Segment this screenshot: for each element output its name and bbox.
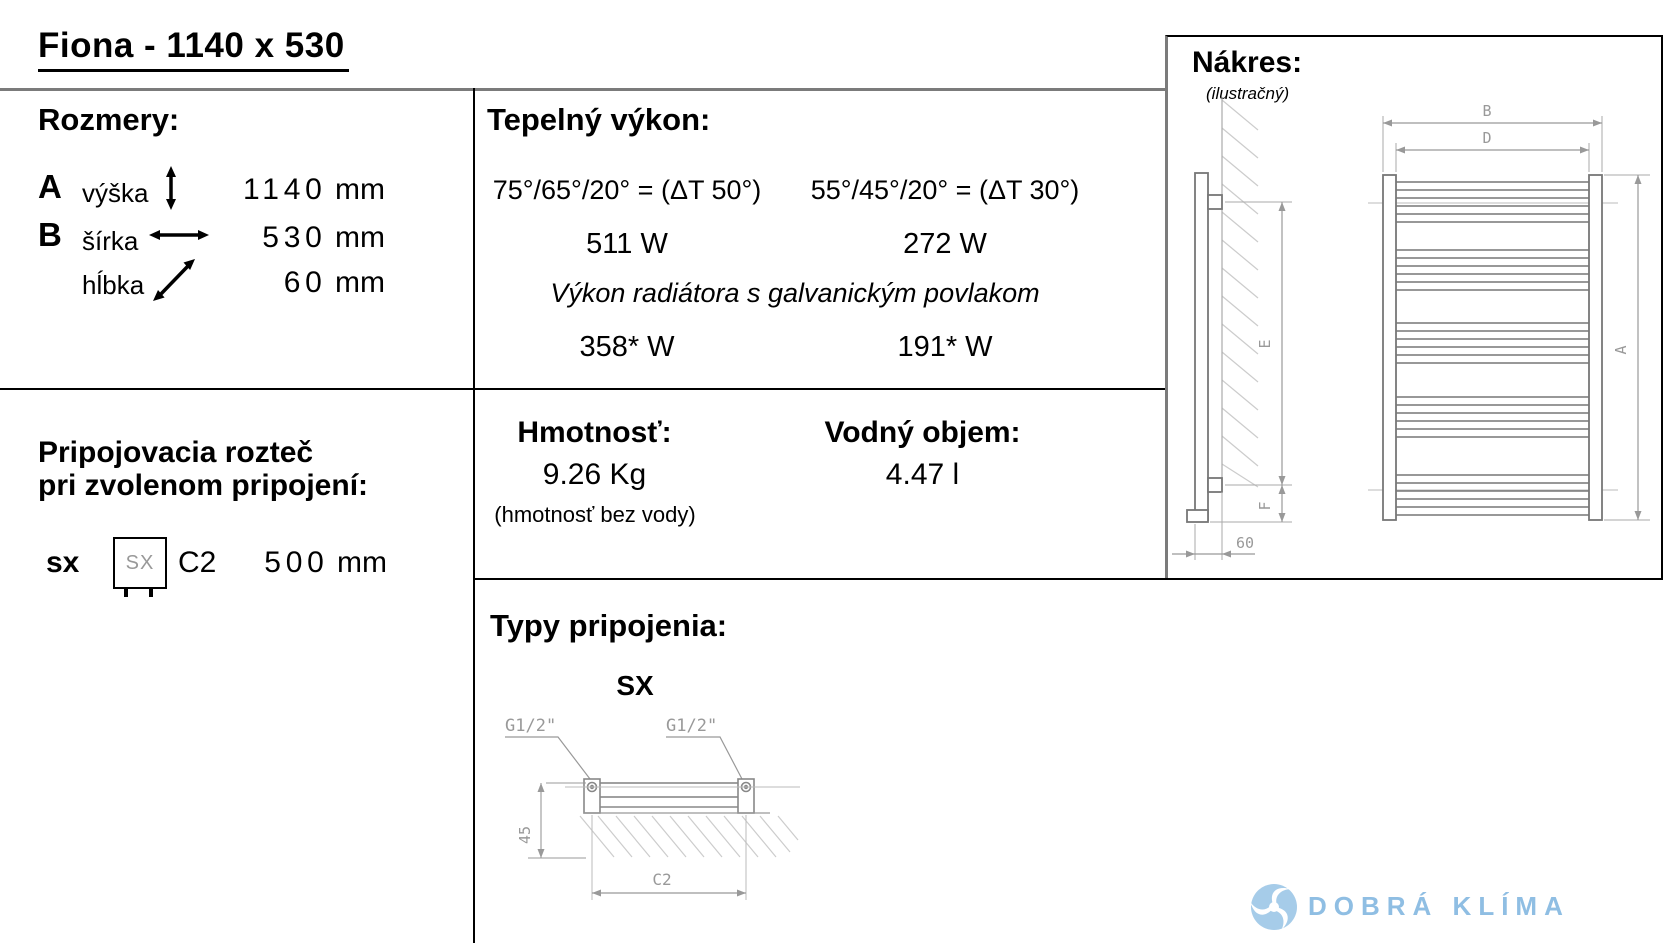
arrow-horizontal-icon bbox=[148, 226, 210, 244]
dim-c2-arrow-left bbox=[592, 890, 601, 897]
brand-swirl-icon bbox=[1249, 882, 1299, 932]
hmotnost-value: 9.26 Kg bbox=[542, 458, 647, 491]
divider-top bbox=[0, 88, 1167, 91]
connection-box-label: SX bbox=[125, 551, 155, 574]
dim-c2-label: C2 bbox=[652, 870, 672, 889]
box-leg-left bbox=[124, 589, 128, 597]
dim-e-arrow-bottom bbox=[1279, 476, 1286, 485]
pripojovacia-heading bbox=[38, 436, 368, 502]
hmotnost-note: (hmotnosť bez vody) bbox=[494, 502, 696, 527]
dim-a-label: A bbox=[1612, 345, 1630, 355]
dim-f-arrow-top bbox=[1279, 485, 1286, 494]
power-dt50: 511 W bbox=[586, 228, 668, 260]
connection-code: C2 bbox=[178, 546, 217, 579]
nakres-note: (ilustračný) bbox=[1206, 84, 1290, 103]
leader-lines bbox=[505, 737, 742, 779]
page-title: Fiona - 1140 x 530 bbox=[38, 26, 349, 72]
depth-unit: mm bbox=[335, 266, 385, 299]
dim-60-label: 60 bbox=[1235, 534, 1255, 552]
dim-45-label: 45 bbox=[516, 825, 534, 845]
box-leg-right bbox=[149, 589, 153, 597]
height-unit: mm bbox=[335, 173, 385, 206]
dimension-b-value bbox=[205, 221, 385, 255]
dim-f-arrow-bottom bbox=[1279, 513, 1286, 522]
pripojovacia-heading-line2: pri zvolenom pripojení: bbox=[38, 469, 369, 502]
dim-b-extensions bbox=[1383, 116, 1602, 172]
connection-type-box bbox=[113, 537, 167, 589]
dim-b-label: B bbox=[1482, 102, 1492, 120]
dim-45-arrow-top bbox=[538, 783, 545, 792]
dim-e-label: E bbox=[1256, 339, 1274, 349]
nakres-heading: Nákres: bbox=[1192, 46, 1303, 79]
connection-drawing bbox=[480, 695, 910, 910]
arrow-diagonal-icon bbox=[148, 254, 200, 304]
dimension-c-label: hĺbka bbox=[82, 270, 145, 300]
dim-d-arrow-left bbox=[1396, 147, 1405, 154]
connection-pitch-value bbox=[240, 546, 387, 580]
dimension-a-label: výška bbox=[82, 178, 149, 208]
pripojovacia-heading-line1: Pripojovacia rozteč bbox=[38, 436, 314, 469]
dim-45-lines bbox=[528, 783, 586, 858]
dim-b-arrow-right bbox=[1593, 120, 1602, 127]
coated-power-dt50: 358* W bbox=[579, 331, 675, 363]
pitch-value: 500 bbox=[264, 546, 329, 579]
dimension-a-value bbox=[205, 173, 385, 207]
dim-d-label: D bbox=[1482, 129, 1492, 147]
divider-middle bbox=[0, 388, 1167, 390]
coated-note: Výkon radiátora s galvanickým povlakom bbox=[550, 278, 1040, 308]
typy-variant-label: SX bbox=[616, 670, 654, 701]
dim-c2-arrow-right bbox=[737, 890, 746, 897]
typy-heading: Typy pripojenia: bbox=[490, 608, 728, 643]
vodny-objem-value: 4.47 l bbox=[885, 458, 960, 491]
dim-a-arrow-top bbox=[1635, 175, 1642, 184]
dim-e-arrow-top bbox=[1279, 202, 1286, 211]
tepelny-heading: Tepelný výkon: bbox=[487, 102, 711, 137]
formula-dt30: 55°/45°/20° = (ΔT 30°) bbox=[810, 175, 1080, 205]
dim-d-arrow-right bbox=[1580, 147, 1589, 154]
thread-label-right: G1/2" bbox=[666, 716, 718, 736]
coated-power-dt30: 191* W bbox=[897, 331, 993, 363]
dim-b-arrow-left bbox=[1383, 120, 1392, 127]
brand-logo-text: DOBRÁ KLÍMA bbox=[1308, 891, 1570, 921]
sideview-wall-hatch bbox=[1222, 100, 1258, 487]
connection-type-code: sx bbox=[46, 546, 80, 579]
dim-60-arrow-left bbox=[1186, 551, 1195, 558]
dim-d-extensions bbox=[1396, 143, 1589, 172]
dimension-c-value bbox=[205, 266, 385, 300]
depth-value: 60 bbox=[283, 266, 327, 299]
dim-a-arrow-bottom bbox=[1635, 511, 1642, 520]
thread-label-left: G1/2" bbox=[505, 716, 557, 736]
dim-60-arrow-right bbox=[1222, 551, 1231, 558]
width-value: 530 bbox=[262, 221, 327, 254]
width-unit: mm bbox=[335, 221, 385, 254]
sideview-radiator bbox=[1187, 173, 1222, 522]
formula-dt50: 75°/65°/20° = (ΔT 50°) bbox=[492, 175, 762, 205]
height-value: 1140 bbox=[242, 173, 327, 206]
divider-lower bbox=[473, 578, 1663, 580]
wall-hatch bbox=[580, 816, 798, 857]
dim-f-label: F bbox=[1256, 501, 1274, 511]
crossbar bbox=[584, 779, 754, 813]
pitch-unit: mm bbox=[337, 546, 387, 579]
rozmery-heading: Rozmery: bbox=[38, 102, 180, 137]
hmotnost-heading: Hmotnosť: bbox=[517, 416, 672, 449]
dimension-b-label: šírka bbox=[82, 226, 139, 256]
radiator-drawing bbox=[1170, 92, 1658, 570]
dim-45-arrow-bottom bbox=[538, 849, 545, 858]
power-dt30: 272 W bbox=[903, 228, 987, 260]
dimension-b-key: B bbox=[38, 216, 62, 253]
vodny-objem-heading: Vodný objem: bbox=[824, 416, 1021, 449]
frontview-rungs bbox=[1396, 182, 1589, 515]
dimension-a-key: A bbox=[38, 168, 62, 205]
arrow-vertical-icon bbox=[162, 165, 180, 211]
